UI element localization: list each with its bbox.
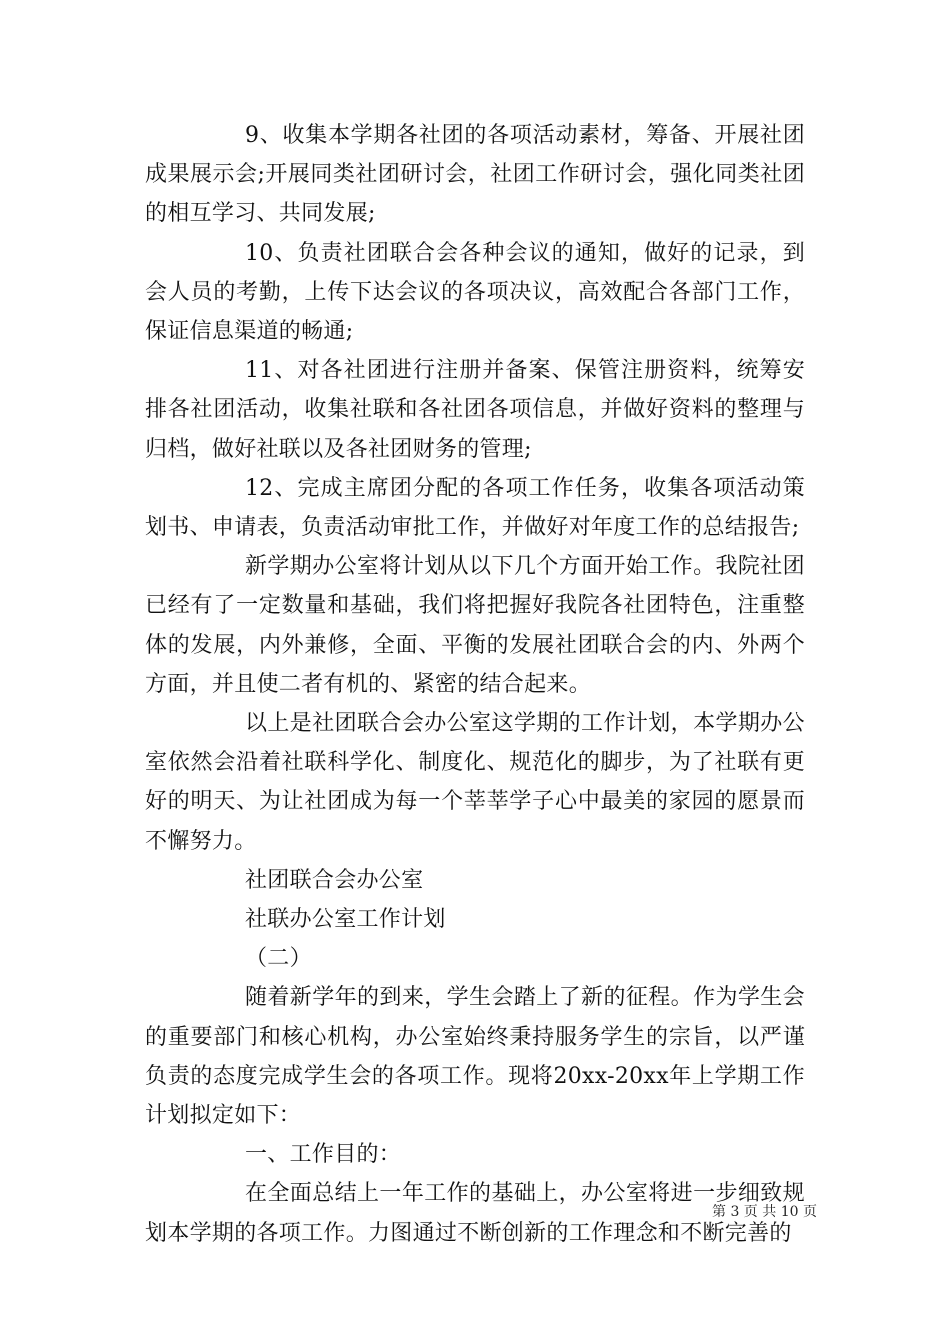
paragraph-work-purpose: 在全面总结上一年工作的基础上，办公室将进一步细致规划本学期的各项工作。力图通过不断创新的工作理念和不断完善的 (145, 1181, 805, 1246)
section-title: 社联办公室工作计划 (245, 907, 446, 933)
paragraph-item-9: 9、收集本学期各社团的各项活动素材，筹备、开展社团成果展示会;开展同类社团研讨会，社团工作研讨会，强化同类社团的相互学习、共同发展; (145, 123, 805, 227)
signature-line: 社团联合会办公室 (245, 867, 424, 893)
paragraph-item-10: 10、负责社团联合会各种会议的通知，做好的记录，到会人员的考勤，上传下达会议的各项决议，高效配合各部门工作，保证信息渠道的畅通; (145, 240, 805, 345)
paragraph-item-12: 12、完成主席团分配的各项工作任务，收集各项活动策划书、申请表，负责活动审批工作，并做好对年度工作的总结报告; (145, 475, 805, 541)
paragraph-intro: 随着新学年的到来，学生会踏上了新的征程。作为学生会的重要部门和核心机构，办公室始终秉持服务学生的宗旨，以严谨负责的态度完成学生会的各项工作。现将20xx-20xx年上学期工作计划拟定如下： (145, 985, 805, 1129)
paragraph-item-11: 11、对各社团进行注册并备案、保管注册资料，统筹安排各社团活动，收集社联和各社团各项信息，并做好资料的整理与归档，做好社联以及各社团财务的管理; (145, 358, 805, 462)
heading-work-purpose: 一、工作目的： (245, 1142, 402, 1168)
document-body (145, 116, 805, 1253)
section-number: （二） (245, 946, 312, 972)
page-number-footer: 第 3 页 共 10 页 (712, 1204, 817, 1220)
paragraph-new-semester: 新学期办公室将计划从以下几个方面开始工作。我院社团已经有了一定数量和基础，我们将把握好我院各社团特色，注重整体的发展，内外兼修，全面、平衡的发展社团联合会的内、外两个方面，并且使二者有机的、紧密的结合起来。 (145, 554, 805, 697)
paragraph-summary: 以上是社团联合会办公室这学期的工作计划，本学期办公室依然会沿着社联科学化、制度化、规范化的脚步，为了社联有更好的明天、为让社团成为每一个莘莘学子心中最美的家园的愿景而不懈努力。 (145, 711, 805, 854)
